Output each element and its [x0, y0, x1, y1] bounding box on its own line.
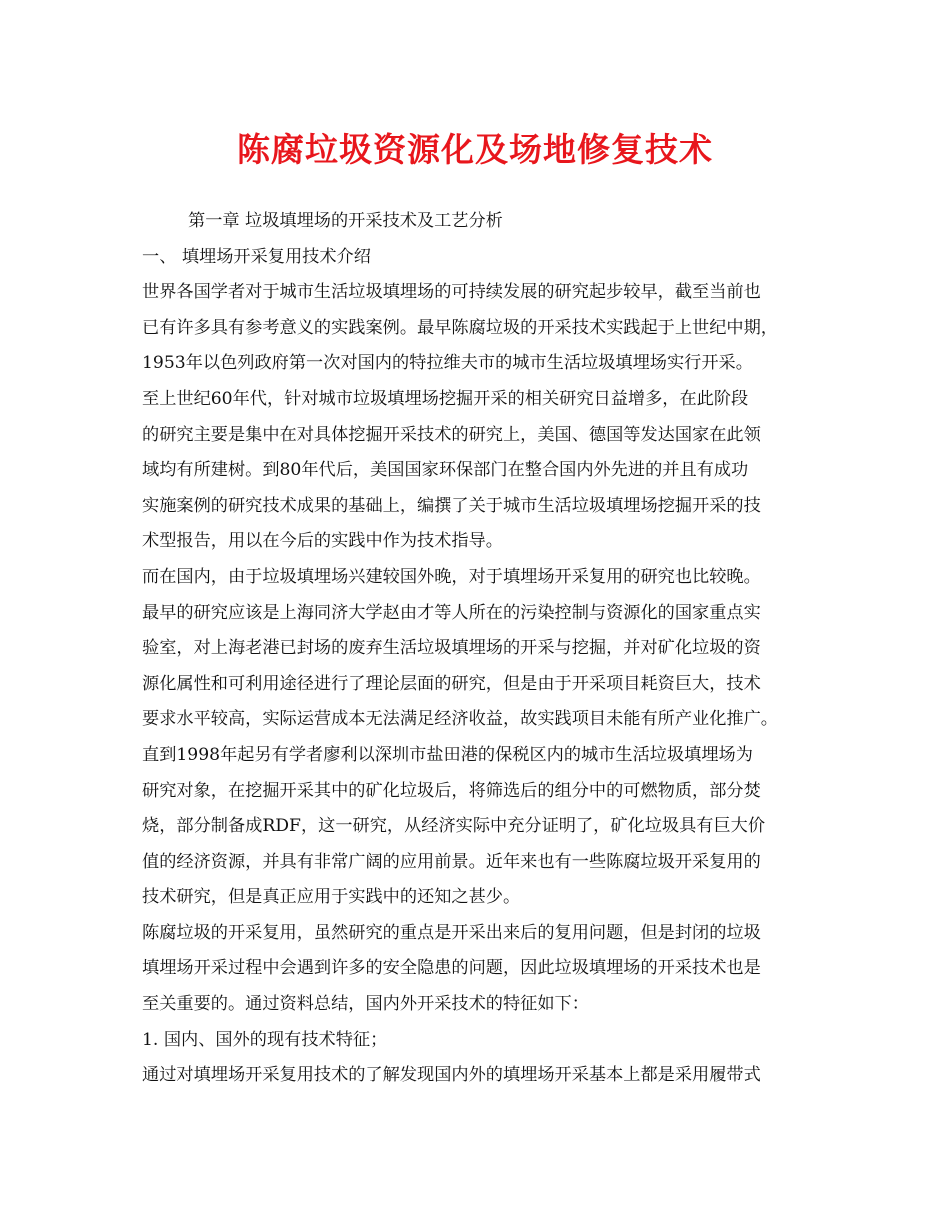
paragraph-line: 验室，对上海老港已封场的废弃生活垃圾填埋场的开采与挖掘，并对矿化垃圾的资 [142, 638, 761, 659]
paragraph-line: 实施案例的研究技术成果的基础上，编撰了关于城市生活垃圾填埋场挖掘开采的技 [142, 495, 761, 516]
chapter-heading: 第一章 垃圾填埋场的开采技术及工艺分析 [188, 211, 503, 231]
paragraph-line: 值的经济资源，并具有非常广阔的应用前景。近年来也有一些陈腐垃圾开采复用的 [142, 851, 761, 872]
paragraph-line: 要求水平较高，实际运营成本无法满足经济收益，故实践项目未能有所产业化推广。 [142, 709, 778, 730]
paragraph-line: 的研究主要是集中在对具体挖掘开采技术的研究上，美国、德国等发达国家在此领 [142, 424, 761, 445]
paragraph-line: 源化属性和可利用途径进行了理论层面的研究，但是由于开采项目耗资巨大，技术 [142, 673, 761, 694]
paragraph-line: 至上世纪60年代，针对城市垃圾填埋场挖掘开采的相关研究日益增多，在此阶段 [142, 388, 749, 409]
paragraph-line: 术型报告，用以在今后的实践中作为技术指导。 [142, 531, 503, 552]
paragraph-line: 已有许多具有参考意义的实践案例。最早陈腐垃圾的开采技术实践起于上世纪中期， [142, 317, 778, 338]
paragraph-line: 填埋场开采过程中会遇到许多的安全隐患的问题，因此垃圾填埋场的开采技术也是 [142, 958, 761, 979]
paragraph-line: 研究对象，在挖掘开采其中的矿化垃圾后，将筛选后的组分中的可燃物质，部分焚 [142, 780, 761, 801]
paragraph-line: 烧，部分制备成RDF，这一研究，从经济实际中充分证明了，矿化垃圾具有巨大价 [142, 816, 766, 837]
section-heading: 一、 填埋场开采复用技术介绍 [142, 246, 371, 267]
paragraph-line: 而在国内，由于垃圾填埋场兴建较国外晚，对于填埋场开采复用的研究也比较晚。 [142, 566, 761, 587]
paragraph-line: 技术研究，但是真正应用于实践中的还知之甚少。 [142, 887, 521, 908]
paragraph-line: 域均有所建树。到80年代后，美国国家环保部门在整合国内外先进的并且有成功 [142, 460, 749, 481]
paragraph-line: 1953年以色列政府第一次对国内的特拉维夫市的城市生活垃圾填埋场实行开采。 [142, 353, 753, 374]
paragraph-line: 通过对填埋场开采复用技术的了解发现国内外的填埋场开采基本上都是采用履带式 [142, 1065, 761, 1086]
list-item-heading: 1. 国内、国外的现有技术特征； [142, 1029, 388, 1050]
document-body [142, 204, 822, 1094]
paragraph-line: 世界各国学者对于城市生活垃圾填埋场的可持续发展的研究起步较早，截至当前也 [142, 282, 761, 303]
paragraph-line: 直到1998年起另有学者廖利以深圳市盐田港的保税区内的城市生活垃圾填埋场为 [142, 744, 753, 765]
paragraph-line: 至关重要的。通过资料总结，国内外开采技术的特征如下： [142, 994, 589, 1015]
paragraph-line: 陈腐垃圾的开采复用，虽然研究的重点是开采出来后的复用问题，但是封闭的垃圾 [142, 922, 761, 943]
document-title: 陈腐垃圾资源化及场地修复技术 [237, 130, 713, 169]
paragraph-line: 最早的研究应该是上海同济大学赵由才等人所在的污染控制与资源化的国家重点实 [142, 602, 761, 623]
